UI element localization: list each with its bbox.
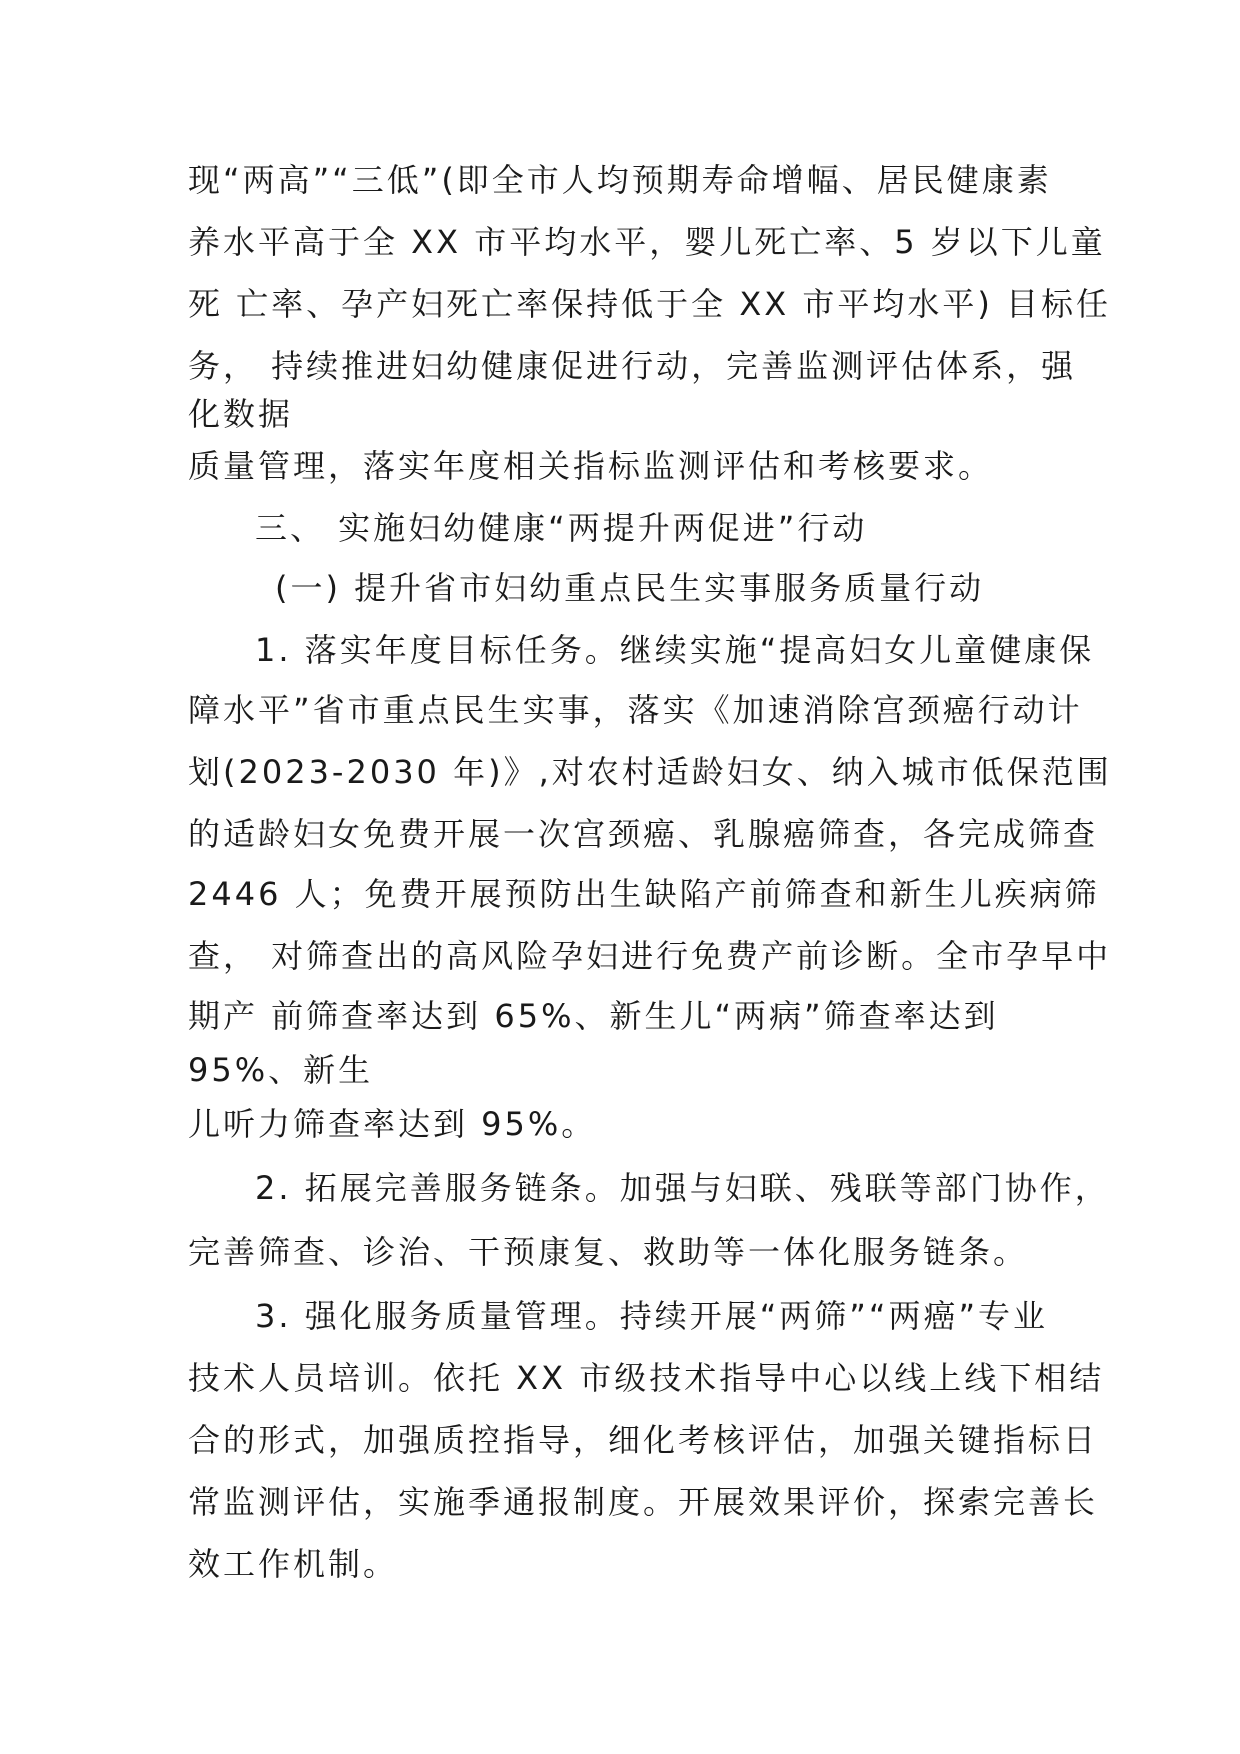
text-line: 期产 前筛查率达到 65%、新生儿“两病”筛查率达到: [188, 997, 999, 1035]
text-line: 现“两高”“三低”(即全市人均预期寿命增幅、居民健康素: [188, 161, 1052, 199]
text-line: 3. 强化服务质量管理。持续开展“两筛”“两癌”专业: [255, 1297, 1049, 1335]
text-line: 养水平高于全 XX 市平均水平，婴儿死亡率、5 岁以下儿童: [188, 223, 1106, 261]
text-line: 化数据: [188, 395, 294, 433]
text-line: 2446 人；免费开展预防出生缺陷产前筛查和新生儿疾病筛: [188, 875, 1100, 913]
text-line: 质量管理，落实年度相关指标监测评估和考核要求。: [188, 447, 994, 485]
text-line: 的适龄妇女免费开展一次宫颈癌、乳腺癌筛查，各完成筛查: [188, 815, 1099, 853]
text-line: 死 亡率、孕产妇死亡率保持低于全 XX 市平均水平) 目标任: [188, 285, 1112, 323]
text-line: 查， 对筛查出的高风险孕妇进行免费产前诊断。全市孕早中: [188, 937, 1112, 975]
text-line: 效工作机制。: [188, 1545, 399, 1583]
section-heading: 三、 实施妇幼健康“两提升两促进”行动: [255, 509, 868, 547]
text-line: 儿听力筛查率达到 95%。: [188, 1105, 597, 1143]
text-line: 95%、新生: [188, 1051, 374, 1089]
text-line: 技术人员培训。依托 XX 市级技术指导中心以线上线下相结: [188, 1359, 1105, 1397]
text-line: 常监测评估，实施季通报制度。开展效果评价，探索完善长: [188, 1483, 1099, 1521]
text-line: 障水平”省市重点民生实事，落实《加速消除宫颈癌行动计: [188, 691, 1083, 729]
text-line: 务， 持续推进妇幼健康促进行动，完善监测评估体系，强: [188, 347, 1077, 385]
text-line: 合的形式，加强质控指导，细化考核评估，加强关键指标日: [188, 1421, 1099, 1459]
text-line: 1. 落实年度目标任务。继续实施“提高妇女儿童健康保: [255, 631, 1095, 669]
text-line: 划(2023-2030 年)》,对农村适龄妇女、纳入城市低保范围: [188, 753, 1112, 791]
subsection-heading: (一) 提升省市妇幼重点民生实事服务质量行动: [275, 569, 985, 607]
text-line: 2. 拓展完善服务链条。加强与妇联、残联等部门协作，: [255, 1169, 1110, 1207]
text-line: 完善筛查、诊治、干预康复、救助等一体化服务链条。: [188, 1233, 1029, 1271]
